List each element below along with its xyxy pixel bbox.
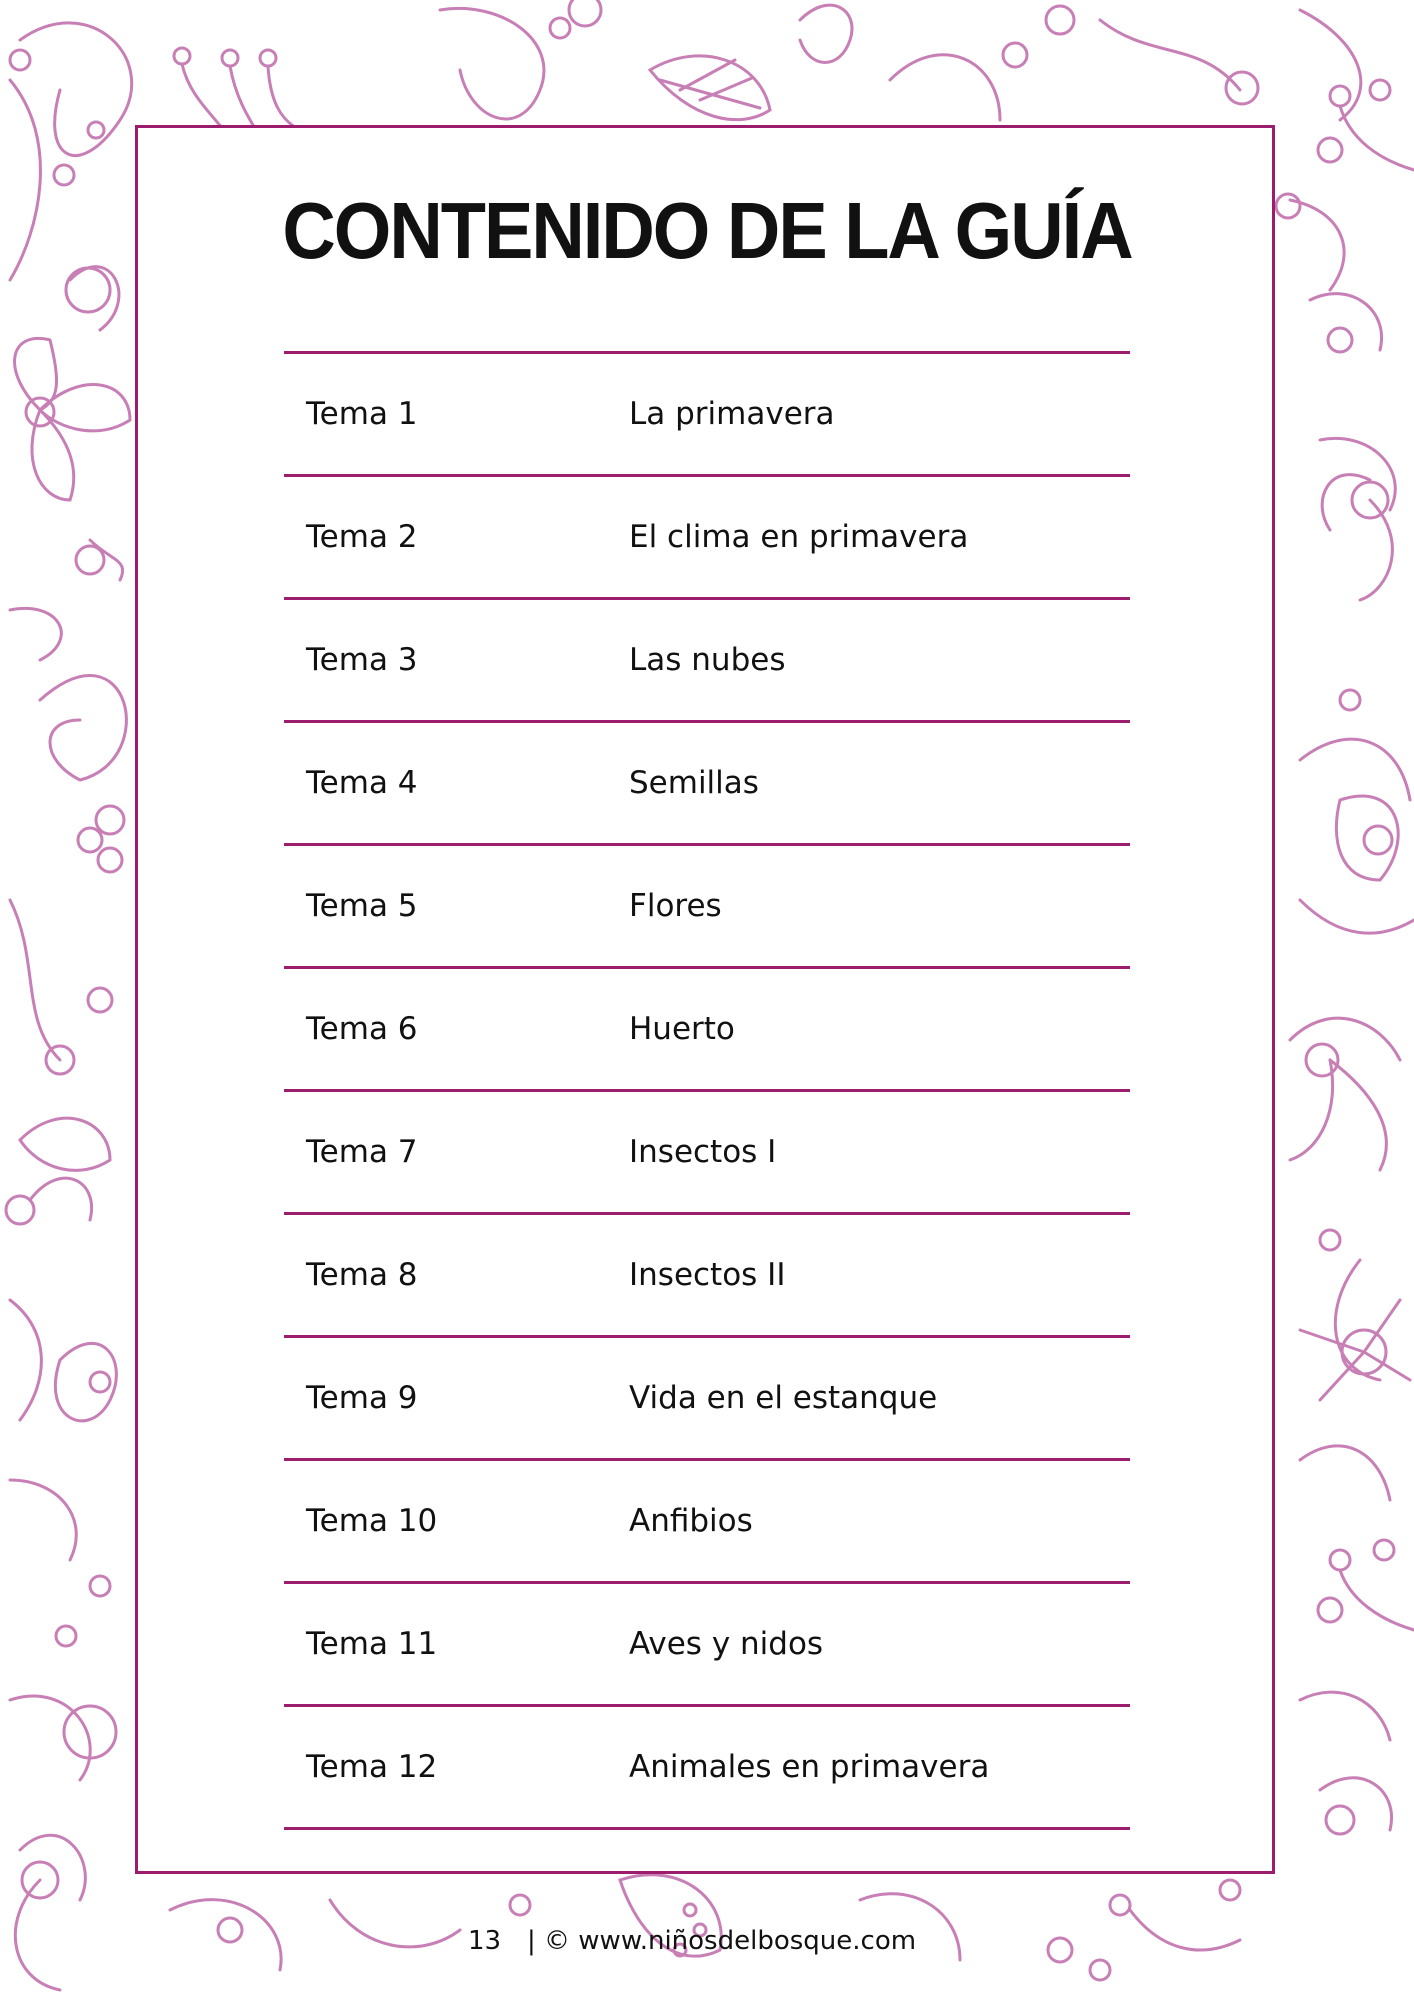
toc-row-title: Aves y nidos — [629, 1626, 824, 1662]
toc-row-title: El clima en primavera — [629, 519, 969, 555]
toc-row — [284, 1581, 1130, 1704]
toc-row — [284, 351, 1130, 474]
toc-row — [284, 597, 1130, 720]
toc-row-title: La primavera — [629, 396, 835, 432]
toc-row — [284, 1089, 1130, 1212]
toc-list — [284, 351, 1130, 1830]
page-title: CONTENIDO DE LA GUÍA — [282, 185, 1132, 276]
toc-row-number: Tema 1 — [306, 396, 418, 432]
toc-row-title: Insectos II — [629, 1257, 786, 1293]
toc-row-number: Tema 2 — [306, 519, 418, 555]
toc-row-number: Tema 6 — [306, 1011, 418, 1047]
toc-row — [284, 720, 1130, 843]
page-footer — [0, 1926, 1414, 1966]
website-credit: | © www.niñosdelbosque.com — [527, 1926, 917, 1956]
toc-row-title: Huerto — [629, 1011, 735, 1047]
toc-row-number: Tema 11 — [306, 1626, 438, 1662]
toc-row-number: Tema 5 — [306, 888, 418, 924]
toc-row-number: Tema 10 — [306, 1503, 438, 1539]
toc-row-title: Flores — [629, 888, 722, 924]
toc-row — [284, 1704, 1130, 1830]
toc-row — [284, 474, 1130, 597]
toc-row-title: Anfibios — [629, 1503, 753, 1539]
toc-row-title: Semillas — [629, 765, 759, 801]
toc-row-number: Tema 3 — [306, 642, 418, 678]
toc-row-title: Animales en primavera — [629, 1749, 990, 1785]
toc-row-title: Insectos I — [629, 1134, 777, 1170]
toc-row-title: Las nubes — [629, 642, 786, 678]
toc-row-number: Tema 4 — [306, 765, 418, 801]
toc-row-number: Tema 8 — [306, 1257, 418, 1293]
toc-row — [284, 1212, 1130, 1335]
toc-row — [284, 966, 1130, 1089]
toc-row-title: Vida en el estanque — [629, 1380, 938, 1416]
page-number: 13 — [468, 1926, 502, 1956]
toc-row-number: Tema 7 — [306, 1134, 418, 1170]
toc-row — [284, 1458, 1130, 1581]
toc-row — [284, 1335, 1130, 1458]
toc-row-number: Tema 12 — [306, 1749, 438, 1785]
toc-row — [284, 843, 1130, 966]
toc-row-number: Tema 9 — [306, 1380, 418, 1416]
